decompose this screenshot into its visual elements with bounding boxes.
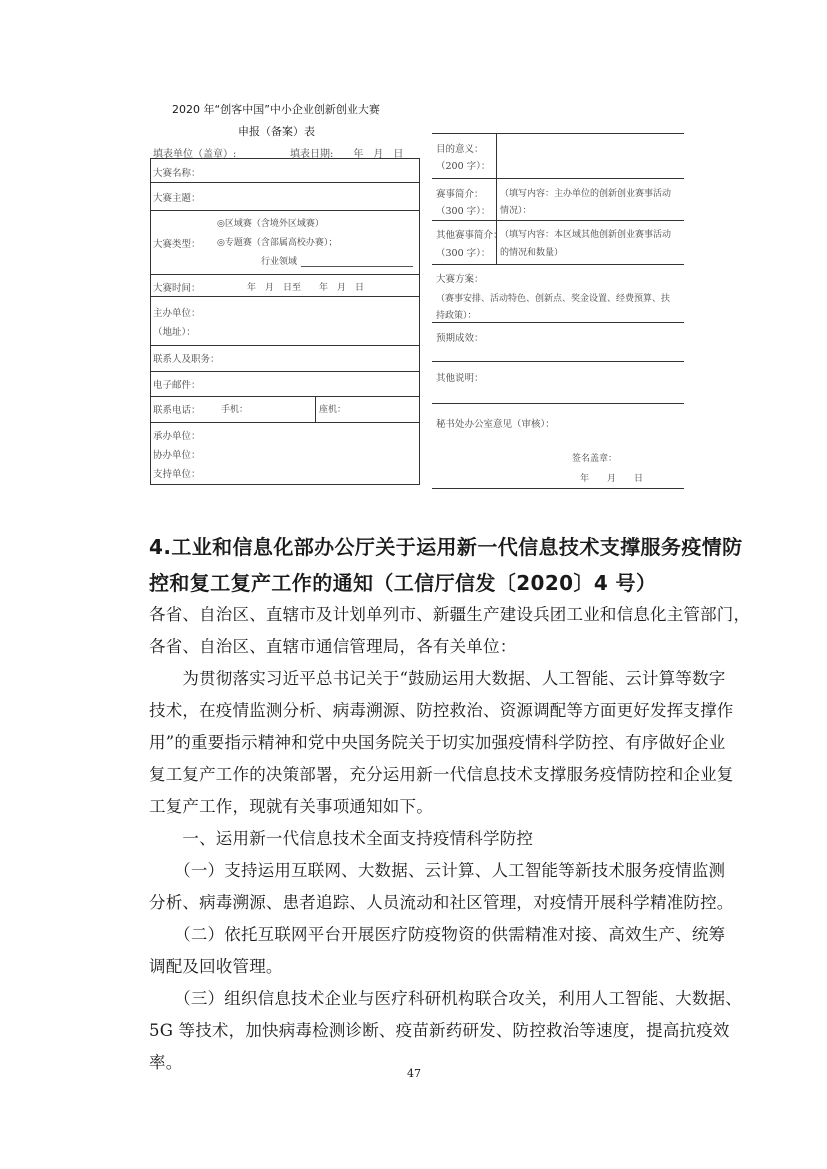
form-other-limit: （300 字）： [436,248,491,259]
form-plan-hint-1: （赛事安排、活动特色、创新点、奖金设置、经费预算、扶 [436,294,671,304]
form-label-plan: 大赛方案： [436,274,484,285]
form-type-option-special: ◎专题赛（含部属高校办赛）； [217,238,338,248]
form-label-supporter: 支持单位： [153,469,201,480]
body-line: 5G 等技术，加快病毒检测诊断、疫苗新药研发、防控救治等速度，提高抗疫效 [149,1021,730,1040]
body-line: 率。 [149,1053,183,1072]
form-label-expected-result: 预期成效： [436,333,484,344]
notice-heading-line-2: 控和复工复产工作的通知（工信厅信发〔2020〕4 号） [149,571,657,595]
notice-heading-line-1: 4.工业和信息化部办公厅关于运用新一代信息技术支撑服务疫情防 [149,535,743,559]
form-type-industry: 行业领域 [261,257,298,267]
form-label-opinion: 秘书处办公室意见（审核）： [436,419,555,430]
form-phone-divider [315,396,316,422]
body-line: 分析、病毒溯源、患者追踪、人员流动和社区管理，对疫情开展科学精准防控。 [149,893,734,912]
form-label-contact: 联系人及职务： [153,354,220,365]
form-label-purpose: 目的意义： [436,144,484,155]
form-label-other-note: 其他说明： [436,373,484,384]
form-label-type: 大赛类型： [153,239,201,250]
form-seal: 签名盖章： [572,454,618,464]
form-purpose-limit: （200 字）： [436,161,491,172]
body-line: 复工复产工作的决策部署，充分运用新一代信息技术支撑服务疫情防控和企业复 [149,765,734,784]
form-label-other-events: 其他赛事简介： [436,230,503,241]
form-label-undertaker: 承办单位： [153,431,201,442]
body-line: 一、运用新一代信息技术全面支持疫情科学防控 [149,829,534,848]
form-label-time: 大赛时间： [153,283,201,294]
form-label-co-organizer: 协办单位： [153,450,201,461]
form-other-hint-2: 的情况和数量） [500,248,564,258]
body-line: （一）支持运用互联网、大数据、云计算、人工智能等新技术服务疫情监测 [149,861,726,880]
form-label-name: 大赛名称： [153,168,201,179]
form-header-unit: 填表单位（盖章）: [153,149,237,160]
form-type-option-regional: ◎区域赛（含境外区域赛） [217,219,324,229]
body-line: 用”的重要指示精神和党中央国务院关于切实加强疫情科学防控、有序做好企业 [149,733,726,752]
page-number: 47 [407,1067,421,1080]
form-time-value: 年 月 日至 年 月 日 [247,283,365,293]
body-line: （二）依托互联网平台开展医疗防疫物资的供需精准对接、高效生产、统筹 [149,925,726,944]
form-label-theme: 大赛主题： [153,193,201,204]
form-label-organizer: 主办单位： [153,308,201,319]
form-header-date: 填表日期: 年 月 日 [290,149,404,160]
form-label-intro: 赛事简介： [436,189,484,200]
body-line: 调配及回收管理。 [149,957,283,976]
body-line: 工复产工作，现就有关事项通知如下。 [149,797,433,816]
form-other-hint-1: （填写内容：本区域其他创新创业赛事活动 [500,230,672,240]
body-line: 为贯彻落实习近平总书记关于“鼓励运用大数据、人工智能、云计算等数字 [149,669,726,688]
form-intro-hint-2: 情况）： [500,206,532,216]
form-signature-date: 年 月 日 [580,474,644,484]
form-intro-limit: （300 字）： [436,206,491,217]
form-right-divider-3 [496,220,497,264]
body-line: （三）组织信息技术企业与医疗科研机构联合攻关，利用人工智能、大数据、 [149,989,742,1008]
body-line: 各省、自治区、直辖市及计划单列市、新疆生产建设兵团工业和信息化主管部门， [149,605,751,624]
form-right-divider-2 [496,178,497,220]
application-form-right [432,133,684,489]
form-label-phone: 联系电话： [153,405,201,416]
form-phone-mobile: 手机： [221,405,249,415]
form-label-address: （地址）： [153,327,196,338]
form-right-divider-1 [496,133,497,178]
form-title: 2020 年“创客中国”中小企业创新创业大赛 [172,103,380,116]
body-line: 技术，在疫情监测分析、病毒溯源、防控救治、资源调配等方面更好发挥支撑作 [149,701,734,720]
form-subtitle: 申报（备案）表 [238,125,315,138]
body-line: 各省、自治区、直辖市通信管理局，各有关单位： [149,637,517,656]
form-phone-landline: 座机： [319,405,347,415]
form-label-email: 电子邮件： [153,380,201,391]
form-plan-hint-2: 持政策）： [436,311,477,321]
application-form-left [150,158,420,485]
form-industry-underline [301,266,413,267]
form-intro-hint-1: （填写内容：主办单位的创新创业赛事活动 [500,189,672,199]
